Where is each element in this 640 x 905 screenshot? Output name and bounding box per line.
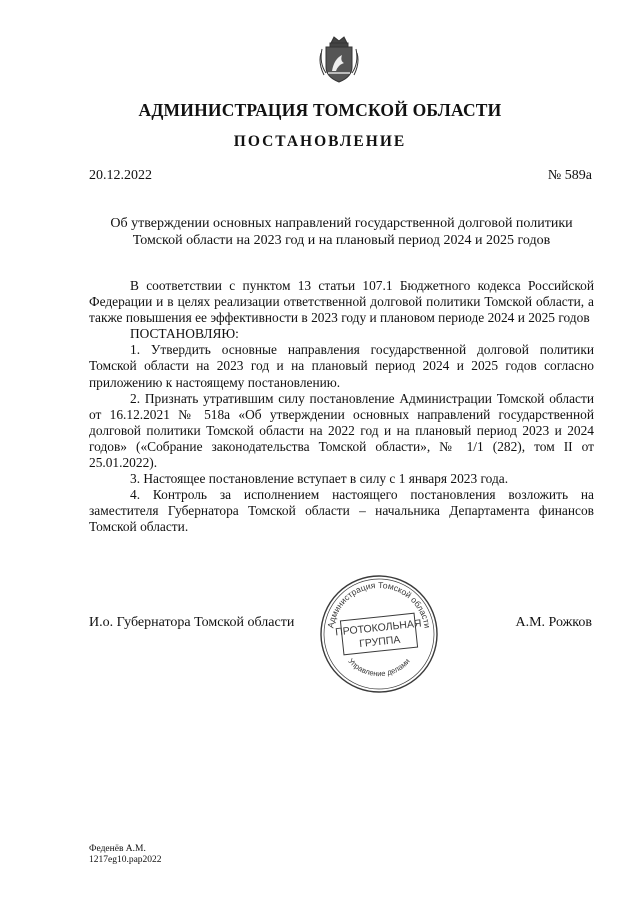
- resolution-item: 4. Контроль за исполнением настоящего постановления возложить на заместителя Губернатора Томской области – начальника Департамента финансов Томской области.: [89, 487, 594, 535]
- footer-file-code: 1217eg10.pap2022: [89, 855, 162, 865]
- official-stamp: [318, 573, 440, 695]
- signatory-position: И.о. Губернатора Томской области: [89, 615, 295, 630]
- resolution-keyword: ПОСТАНОВЛЯЮ:: [130, 326, 239, 342]
- resolution-item: 3. Настоящее постановление вступает в силу с 1 января 2023 года.: [130, 471, 509, 487]
- document-subject: [89, 215, 594, 249]
- organization-title: АДМИНИСТРАЦИЯ ТОМСКОЙ ОБЛАСТИ: [138, 100, 502, 120]
- subject-line: Томской области на 2023 год и на плановый период 2024 и 2025 годов: [132, 233, 551, 248]
- document-body: [89, 278, 594, 536]
- tomsk-oblast-coat-of-arms-icon: [318, 33, 360, 85]
- document-number: № 589а: [547, 168, 592, 183]
- resolution-item: 1. Утвердить основные направления государственной долговой политики Томской области на 2023 год и на плановый период 2024 и 2025 годов согласно приложению к настоящему постановлению.: [89, 342, 594, 390]
- subject-line: Об утверждении основных направлений государственной долговой политики: [110, 216, 573, 231]
- resolution-item: 2. Признать утратившим силу постановление Администрации Томской области от 16.12.2021 № 518а «Об утверждении основных направлений государственной долговой политики Томской области на 2022 год и на плановый период 2023 и 2024 годов» («Собрание законодательства Томской области», № 1/1 (282), том II от 25.01.2022).: [89, 390, 594, 471]
- preamble-paragraph: В соответствии с пунктом 13 статьи 107.1 Бюджетного кодекса Российской Федерации и в целях реализации ответственной долговой политики Томской области, а также повышения ее эффективности в 2023 году и плановом периоде 2024 и 2025 годов: [89, 278, 594, 326]
- stamp-bottom-text: Управление делами: [346, 656, 412, 679]
- stamp-inner-line: ГРУППА: [358, 633, 401, 651]
- document-date: 20.12.2022: [89, 168, 152, 183]
- document-footer: [89, 844, 162, 866]
- stamp-inner-line: ПРОТОКОЛЬНАЯ: [334, 617, 423, 639]
- document-type: ПОСТАНОВЛЕНИЕ: [233, 133, 407, 150]
- stamp-outer-text: Администрация Томской области: [325, 579, 433, 629]
- svg-text:Управление делами: [346, 657, 411, 679]
- footer-author: Феденёв А.М.: [89, 844, 146, 854]
- signatory-name: А.М. Рожков: [515, 615, 592, 630]
